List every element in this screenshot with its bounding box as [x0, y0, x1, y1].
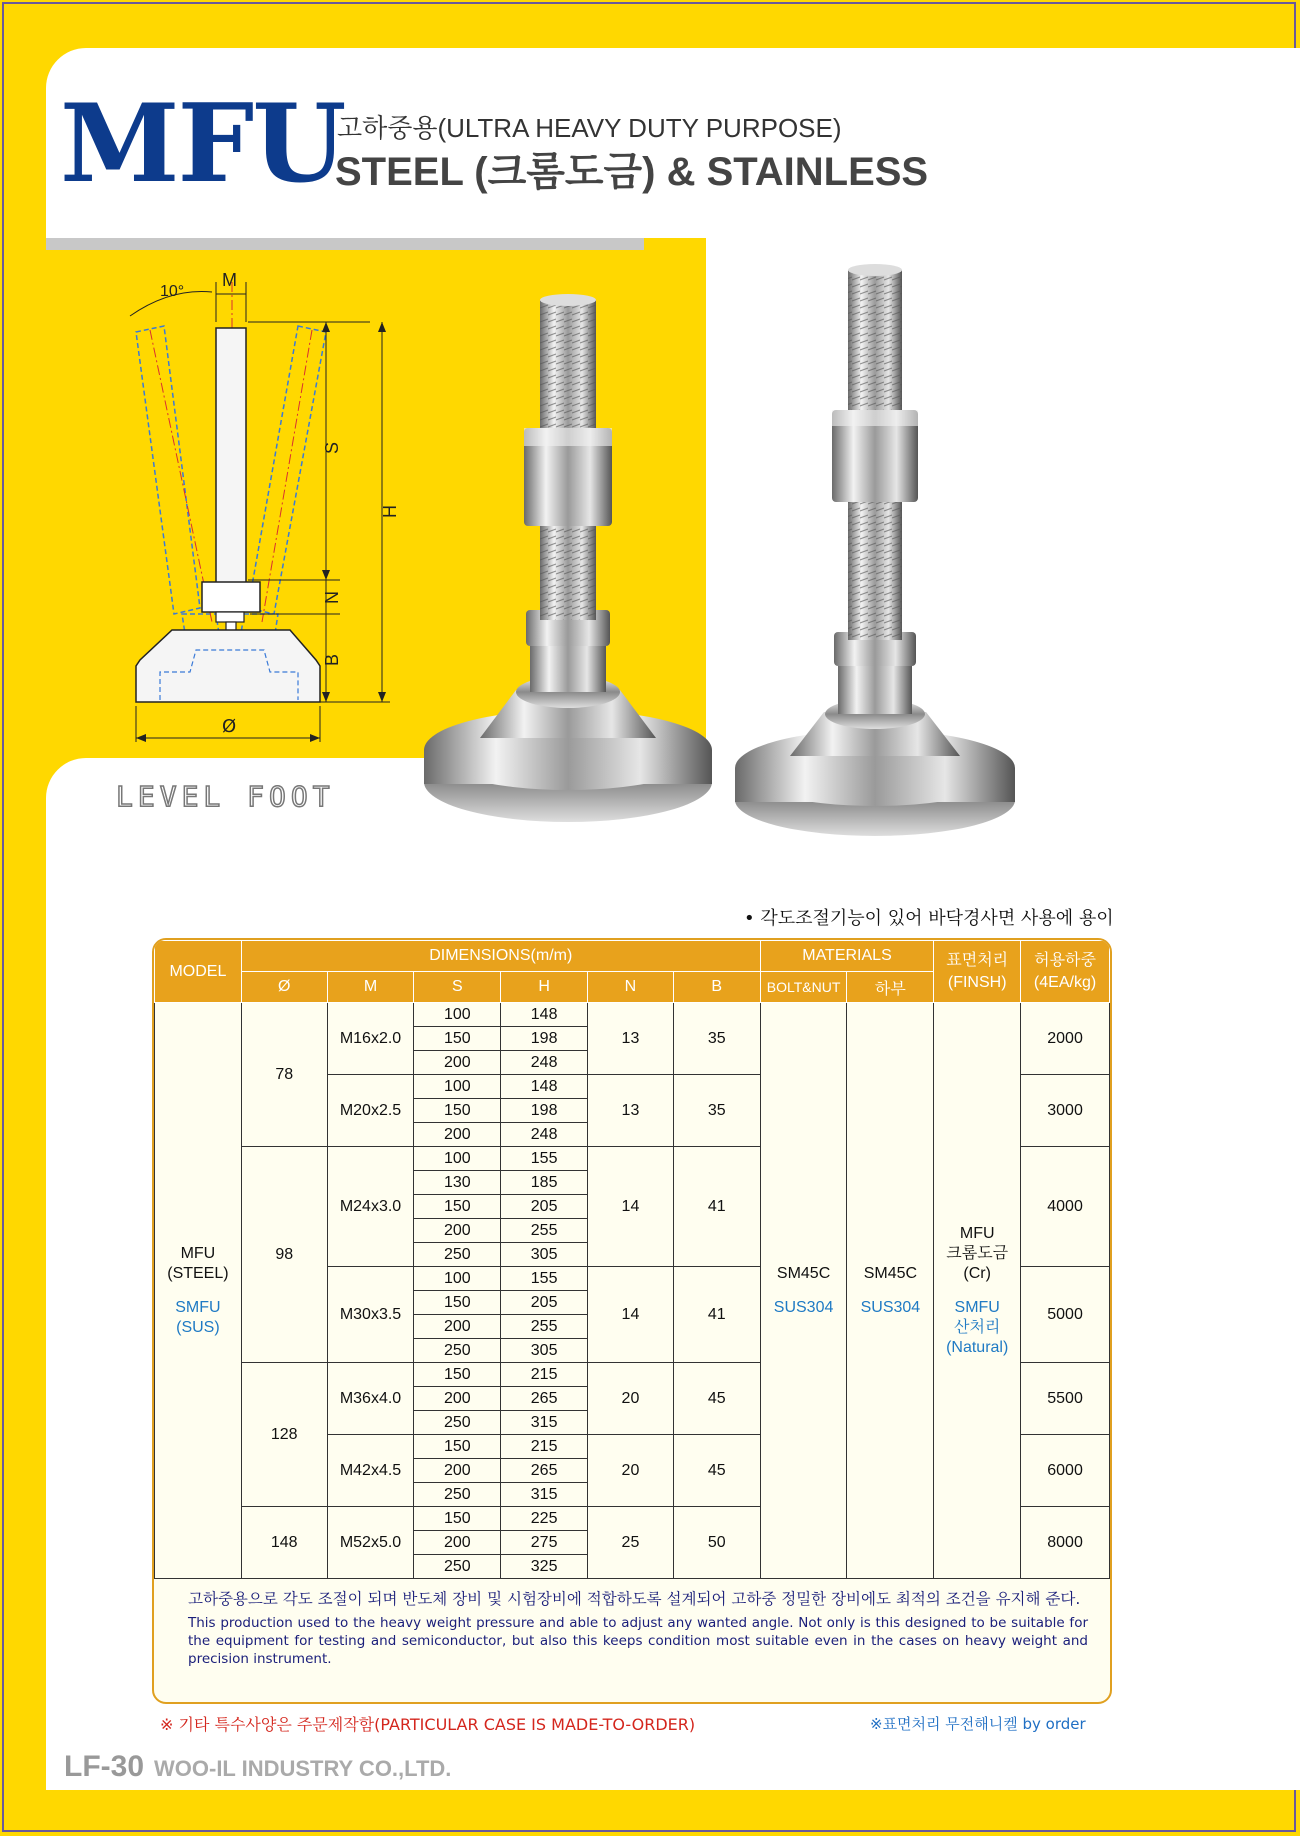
header-model: MODEL [155, 941, 242, 1003]
h-cell: 225 [501, 1507, 588, 1531]
s-cell: 250 [414, 1483, 501, 1507]
h-cell: 155 [501, 1147, 588, 1171]
header-base: 하부 [847, 972, 934, 1003]
h-cell: 255 [501, 1315, 588, 1339]
h-cell: 255 [501, 1219, 588, 1243]
n-cell: 13 [588, 1075, 674, 1147]
s-cell: 150 [414, 1099, 501, 1123]
load-cell: 5500 [1021, 1363, 1110, 1435]
h-cell: 198 [501, 1027, 588, 1051]
s-cell: 250 [414, 1339, 501, 1363]
load-cell: 2000 [1021, 1003, 1110, 1075]
product-photo [420, 260, 1120, 840]
model-cell [155, 1003, 242, 1579]
b-cell: 41 [673, 1267, 760, 1363]
h-cell: 185 [501, 1171, 588, 1195]
bolt-material-cell-sus: SUS304 [773, 1298, 834, 1316]
tilt-right-outline [248, 326, 326, 614]
header-n: N [588, 972, 674, 1003]
s-cell: 200 [414, 1123, 501, 1147]
plating-note: ※표면처리 무전해니켈 by order [870, 1715, 1086, 1733]
load-cell: 4000 [1021, 1147, 1110, 1267]
header-dia: Ø [241, 972, 327, 1003]
s-cell: 100 [414, 1147, 501, 1171]
s-cell: 200 [414, 1051, 501, 1075]
model-logo: MFU [60, 81, 345, 207]
load-cell: 6000 [1021, 1435, 1110, 1507]
header-dimensions: DIMENSIONS(m/m) [241, 941, 760, 972]
n-cell: 13 [588, 1003, 674, 1075]
h-cell: 325 [501, 1555, 588, 1579]
s-cell: 100 [414, 1003, 501, 1027]
diameter-label: Ø [222, 716, 237, 737]
level-foot-diagram [120, 262, 420, 762]
header-load: 허용하중 (4EA/kg) [1021, 941, 1110, 1003]
dia-cell: 98 [241, 1147, 327, 1363]
s-cell: 250 [414, 1555, 501, 1579]
m-cell: M16x2.0 [327, 1003, 414, 1075]
m-cell: M24x3.0 [327, 1147, 414, 1267]
custom-order-note: ※ 기타 특수사양은 주문제작함(PARTICULAR CASE IS MADE-TO-ORDER) [160, 1715, 696, 1734]
n-cell: 14 [588, 1147, 674, 1267]
page-number: LF-30 [64, 1750, 145, 1783]
s-cell: 150 [414, 1507, 501, 1531]
header-finish: 표면처리 (FINSH) [934, 941, 1021, 1003]
level-foot-caption: LEVEL FOOT [116, 780, 335, 813]
s-cell: 150 [414, 1291, 501, 1315]
s-cell: 200 [414, 1219, 501, 1243]
header-m: M [327, 972, 414, 1003]
h-cell: 215 [501, 1435, 588, 1459]
base-material-cell-sus: SUS304 [860, 1298, 921, 1316]
h-cell: 155 [501, 1267, 588, 1291]
b-label: B [322, 653, 342, 666]
h-cell: 315 [501, 1411, 588, 1435]
base-material-cell [847, 1003, 934, 1579]
h-cell: 215 [501, 1363, 588, 1387]
dia-cell: 78 [241, 1003, 327, 1147]
product-subtitle: 고하중용(ULTRA HEAVY DUTY PURPOSE) [337, 113, 842, 143]
load-cell: 5000 [1021, 1267, 1110, 1363]
s-cell: 150 [414, 1027, 501, 1051]
left-foot-photo [424, 294, 712, 822]
h-cell: 198 [501, 1099, 588, 1123]
h-cell: 275 [501, 1531, 588, 1555]
model-cell-sus: SMFU (SUS) [175, 1298, 221, 1336]
n-cell: 20 [588, 1435, 674, 1507]
feature-note: • 각도조절기능이 있어 바닥경사면 사용에 용이 [744, 908, 1114, 929]
bolt-material-cell [760, 1003, 847, 1579]
s-cell: 150 [414, 1363, 501, 1387]
b-cell: 50 [673, 1507, 760, 1579]
load-cell: 8000 [1021, 1507, 1110, 1579]
finish-cell [934, 1003, 1021, 1579]
h-cell: 248 [501, 1051, 588, 1075]
model-cell-steel: MFU (STEEL) [167, 1244, 229, 1282]
description-english: This production used to the heavy weight pressure and able to adjust any wanted angle. Not only is this designed to be suitable for the equipment for testing and semiconductor, but also this keeps condition most suitable even in the cases on heavy weight and precision instrument. [188, 1615, 1088, 1667]
base-material-cell-steel: SM45C [863, 1264, 918, 1282]
m-cell: M52x5.0 [327, 1507, 414, 1579]
b-cell: 41 [673, 1147, 760, 1267]
m-cell: M30x3.5 [327, 1267, 414, 1363]
finish-cell-sus: SMFU 산처리 (Natural) [946, 1298, 1009, 1356]
s-cell: 100 [414, 1075, 501, 1099]
h-cell: 305 [501, 1243, 588, 1267]
table-row [155, 1003, 1110, 1027]
b-cell: 45 [673, 1363, 760, 1435]
h-cell: 305 [501, 1339, 588, 1363]
dia-cell: 148 [241, 1507, 327, 1579]
h-cell: 205 [501, 1291, 588, 1315]
dia-cell: 128 [241, 1363, 327, 1507]
s-cell: 100 [414, 1267, 501, 1291]
header-bolt-nut: BOLT&NUT [760, 972, 847, 1003]
header-materials: MATERIALS [760, 941, 934, 972]
n-cell: 14 [588, 1267, 674, 1363]
finish-cell-steel: MFU 크롬도금 (Cr) [946, 1224, 1009, 1282]
h-cell: 265 [501, 1459, 588, 1483]
base-pad [136, 630, 320, 702]
tilt-left-outline [136, 326, 200, 614]
s-cell: 200 [414, 1531, 501, 1555]
m-label: M [222, 270, 237, 290]
s-cell: 130 [414, 1171, 501, 1195]
angle-label: 10° [160, 283, 185, 300]
m-cell: M42x4.5 [327, 1435, 414, 1507]
s-label: S [322, 441, 342, 454]
s-cell: 150 [414, 1195, 501, 1219]
n-cell: 20 [588, 1363, 674, 1435]
description-korean: 고하중용으로 각도 조절이 되며 반도체 장비 및 시험장비에 적합하도록 설계되어 고하중 정밀한 장비에도 최적의 조건을 유지해 준다. [188, 1590, 1081, 1608]
load-cell: 3000 [1021, 1075, 1110, 1147]
h-cell: 265 [501, 1387, 588, 1411]
h-cell: 315 [501, 1483, 588, 1507]
s-cell: 250 [414, 1243, 501, 1267]
right-foot-photo [735, 264, 1015, 836]
header-shadow-bar [46, 238, 644, 250]
h-cell: 148 [501, 1003, 588, 1027]
spec-table [154, 940, 1110, 1579]
b-cell: 35 [673, 1075, 760, 1147]
product-title: STEEL (크롬도금) & STAINLESS [335, 150, 929, 194]
bolt-shaft [216, 328, 246, 608]
hex-nut [202, 582, 260, 612]
s-cell: 200 [414, 1315, 501, 1339]
n-label: N [322, 591, 342, 604]
bolt-material-cell-steel: SM45C [776, 1264, 831, 1282]
h-cell: 148 [501, 1075, 588, 1099]
s-cell: 200 [414, 1387, 501, 1411]
n-cell: 25 [588, 1507, 674, 1579]
s-cell: 250 [414, 1411, 501, 1435]
header-h: H [501, 972, 588, 1003]
s-cell: 200 [414, 1459, 501, 1483]
h-label: H [380, 505, 400, 518]
h-cell: 248 [501, 1123, 588, 1147]
s-cell: 150 [414, 1435, 501, 1459]
b-cell: 45 [673, 1435, 760, 1507]
header-b: B [673, 972, 760, 1003]
m-cell: M36x4.0 [327, 1363, 414, 1435]
spec-table-container [152, 938, 1112, 1704]
b-cell: 35 [673, 1003, 760, 1075]
h-cell: 205 [501, 1195, 588, 1219]
description [188, 1588, 1088, 1668]
m-cell: M20x2.5 [327, 1075, 414, 1147]
company-name: WOO-IL INDUSTRY CO.,LTD. [154, 1756, 452, 1781]
spec-table-body [155, 1003, 1110, 1579]
header-s: S [414, 972, 501, 1003]
